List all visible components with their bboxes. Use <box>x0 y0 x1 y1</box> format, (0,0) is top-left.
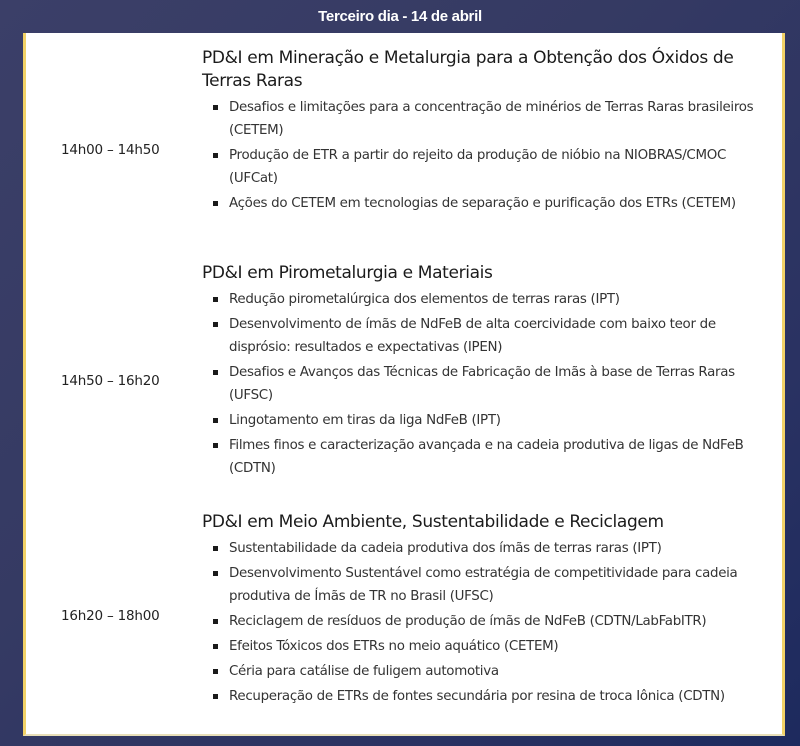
session-title: PD&I em Mineração e Metalurgia para a Obtenção dos Óxidos de Terras Raras <box>202 48 734 91</box>
session-title: PD&I em Pirometalurgia e Materiais <box>202 263 493 283</box>
session-content <box>202 262 772 482</box>
talk-list <box>202 96 772 215</box>
square-bullet-icon <box>213 694 218 699</box>
talk-item: Reciclagem de resíduos de produção de ímãs de NdFeB (CDTN/LabFabITR) <box>202 610 772 633</box>
session-content <box>202 511 772 710</box>
square-bullet-icon <box>213 370 218 375</box>
talk-item: Desenvolvimento Sustentável como estratégia de competitividade para cadeia produtiva de Ímãs de TR no Brasil (UFSC) <box>202 562 772 608</box>
session-time: 16h20 – 18h00 <box>61 608 160 624</box>
talk-item: Produção de ETR a partir do rejeito da produção de nióbio na NIOBRAS/CMOC (UFCat) <box>202 144 772 190</box>
talk-item: Céria para catálise de fuligem automotiva <box>202 660 772 683</box>
square-bullet-icon <box>213 546 218 551</box>
square-bullet-icon <box>213 669 218 674</box>
square-bullet-icon <box>213 201 218 206</box>
talk-list <box>202 288 772 480</box>
square-bullet-icon <box>213 322 218 327</box>
session-time: 14h50 – 16h20 <box>61 373 160 389</box>
talk-item: Desenvolvimento de ímãs de NdFeB de alta coercividade com baixo teor de disprósio: resultados e expectativas (IPEN) <box>202 313 772 359</box>
square-bullet-icon <box>213 443 218 448</box>
session-time: 14h00 – 14h50 <box>61 142 160 158</box>
square-bullet-icon <box>213 644 218 649</box>
talk-item: Redução pirometalúrgica dos elementos de terras raras (IPT) <box>202 288 772 311</box>
talk-list <box>202 537 772 708</box>
talk-item: Lingotamento em tiras da liga NdFeB (IPT) <box>202 409 772 432</box>
square-bullet-icon <box>213 619 218 624</box>
session-title: PD&I em Meio Ambiente, Sustentabilidade e Reciclagem <box>202 512 664 532</box>
talk-item: Ações do CETEM em tecnologias de separação e purificação dos ETRs (CETEM) <box>202 192 772 215</box>
schedule-card <box>23 33 785 736</box>
talk-item: Efeitos Tóxicos dos ETRs no meio aquático (CETEM) <box>202 635 772 658</box>
talk-item: Recuperação de ETRs de fontes secundária por resina de troca Iônica (CDTN) <box>202 685 772 708</box>
talk-item: Desafios e limitações para a concentração de minérios de Terras Raras brasileiros (CETEM) <box>202 96 772 142</box>
square-bullet-icon <box>213 153 218 158</box>
square-bullet-icon <box>213 297 218 302</box>
talk-item: Desafios e Avanços das Técnicas de Fabricação de Imãs à base de Terras Raras (UFSC) <box>202 361 772 407</box>
square-bullet-icon <box>213 418 218 423</box>
square-bullet-icon <box>213 571 218 576</box>
square-bullet-icon <box>213 105 218 110</box>
day-header: Terceiro dia - 14 de abril <box>318 8 482 25</box>
talk-item: Sustentabilidade da cadeia produtiva dos ímãs de terras raras (IPT) <box>202 537 772 560</box>
talk-item: Filmes finos e caracterização avançada e na cadeia produtiva de ligas de NdFeB (CDTN) <box>202 434 772 480</box>
session-content <box>202 47 772 217</box>
